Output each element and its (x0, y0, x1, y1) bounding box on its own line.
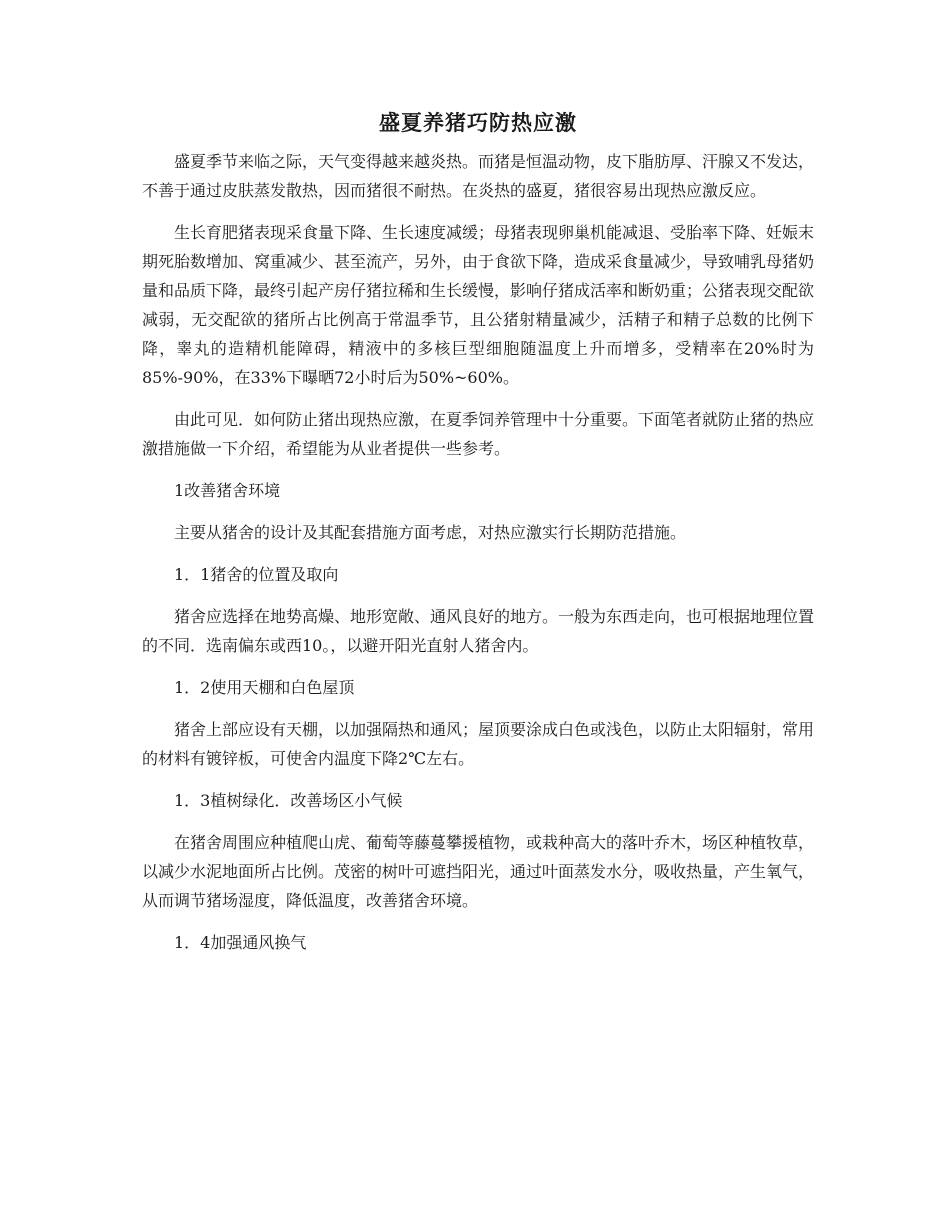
subsection-heading-1-4: 1．4加强通风换气 (174, 933, 307, 952)
subsection-heading-1-1: 1．1猪舍的位置及取向 (174, 565, 339, 584)
subsection-body-1-2: 猪舍上部应设有天棚，以加强隔热和通风；屋顶要涂成白色或浅色，以防止太阳辐射，常用的材料有镀锌板，可使舍内温度下降2℃左右。 (142, 720, 815, 768)
subsection-body-1-3: 在猪舍周围应种植爬山虎、葡萄等藤蔓攀援植物，或栽种高大的落叶乔木，场区种植牧草，以减少水泥地面所占比例。茂密的树叶可遮挡阳光，通过叶面蒸发水分，吸收热量，产生氧气，从而调节猪场湿度，降低温度，改善猪舍环境。 (142, 833, 815, 910)
subsection-body-1-1: 猪舍应选择在地势高燥、地形宽敞、通风良好的地方。一般为东西走向，也可根据地理位置的不同．选南偏东或西10。，以避开阳光直射人猪舍内。 (142, 607, 815, 655)
section-heading-1: 1改善猪舍环境 (174, 481, 281, 500)
paragraph-symptoms: 生长育肥猪表现采食量下降、生长速度减缓；母猪表现卵巢机能减退、受胎率下降、妊娠末期死胎数增加、窝重减少、甚至流产，另外，由于食欲下降，造成采食量减少，导致哺乳母猪奶量和品质下降，最终引起产房仔猪拉稀和生长缓慢，影响仔猪成活率和断奶重；公猪表现交配欲减弱，无交配欲的猪所占比例高于常温季节，且公猪射精量减少，活精子和精子总数的比例下降，睾丸的造精机能障碍，精液中的多核巨型细胞随温度上升而增多，受精率在20%时为85%-90%，在33%下曝晒72小时后为50%~60%。 (142, 223, 815, 387)
subsection-heading-1-2: 1．2使用天棚和白色屋顶 (174, 678, 355, 697)
paragraph-intro: 盛夏季节来临之际，天气变得越来越炎热。而猪是恒温动物，皮下脂肪厚、汗腺又不发达，不善于通过皮肤蒸发散热，因而猪很不耐热。在炎热的盛夏，猪很容易出现热应激反应。 (142, 152, 815, 200)
section-intro-1: 主要从猪舍的设计及其配套措施方面考虑，对热应激实行长期防范措施。 (174, 523, 687, 542)
paragraph-summary: 由此可见．如何防止猪出现热应激，在夏季饲养管理中十分重要。下面笔者就防止猪的热应激措施做一下介绍，希望能为从业者提供一些参考。 (142, 410, 815, 458)
document-title: 盛夏养猪巧防热应激 (379, 110, 577, 135)
subsection-heading-1-3: 1．3植树绿化．改善场区小气候 (174, 791, 403, 810)
document-page (142, 108, 814, 970)
